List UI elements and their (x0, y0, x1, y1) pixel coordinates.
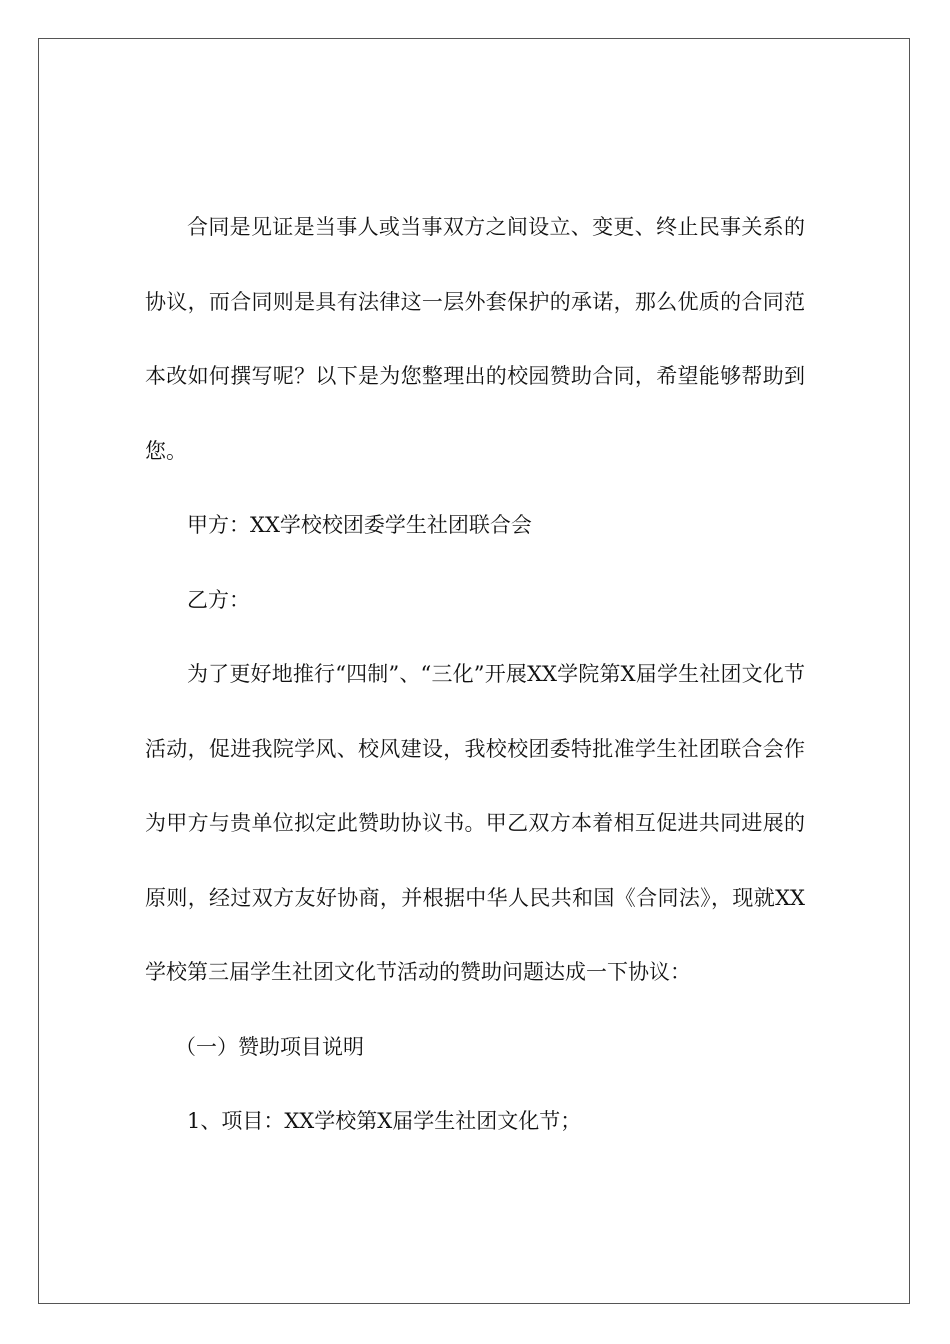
document-body (145, 190, 805, 1159)
party-a-line: 甲方：XX学校校团委学生社团联合会 (187, 513, 532, 537)
party-b-line: 乙方： (187, 587, 250, 612)
intro-paragraph: 合同是见证是当事人或当事双方之间设立、变更、终止民事关系的协议，而合同则是具有法律这一层外套保护的承诺，那么优质的合同范本改如何撰写呢？以下是为您整理出的校园赞助合同，希望能够帮助到您。 (145, 215, 805, 463)
item-project: 1、项目：XX学校第X届学生社团文化节； (187, 1109, 582, 1133)
agreement-preamble: 为了更好地推行“四制”、“三化”开展XX学院第X届学生社团文化节活动，促进我院学风、校风建设，我校校团委特批准学生社团联合会作为甲方与贵单位拟定此赞助协议书。甲乙双方本着相互促进共同进展的原则，经过双方友好协商，并根据中华人民共和国《合同法》，现就XX学校第三届学生社团文化节活动的赞助问题达成一下协议： (145, 662, 805, 984)
section-heading-sponsorship: （一）赞助项目说明 (175, 1034, 364, 1059)
